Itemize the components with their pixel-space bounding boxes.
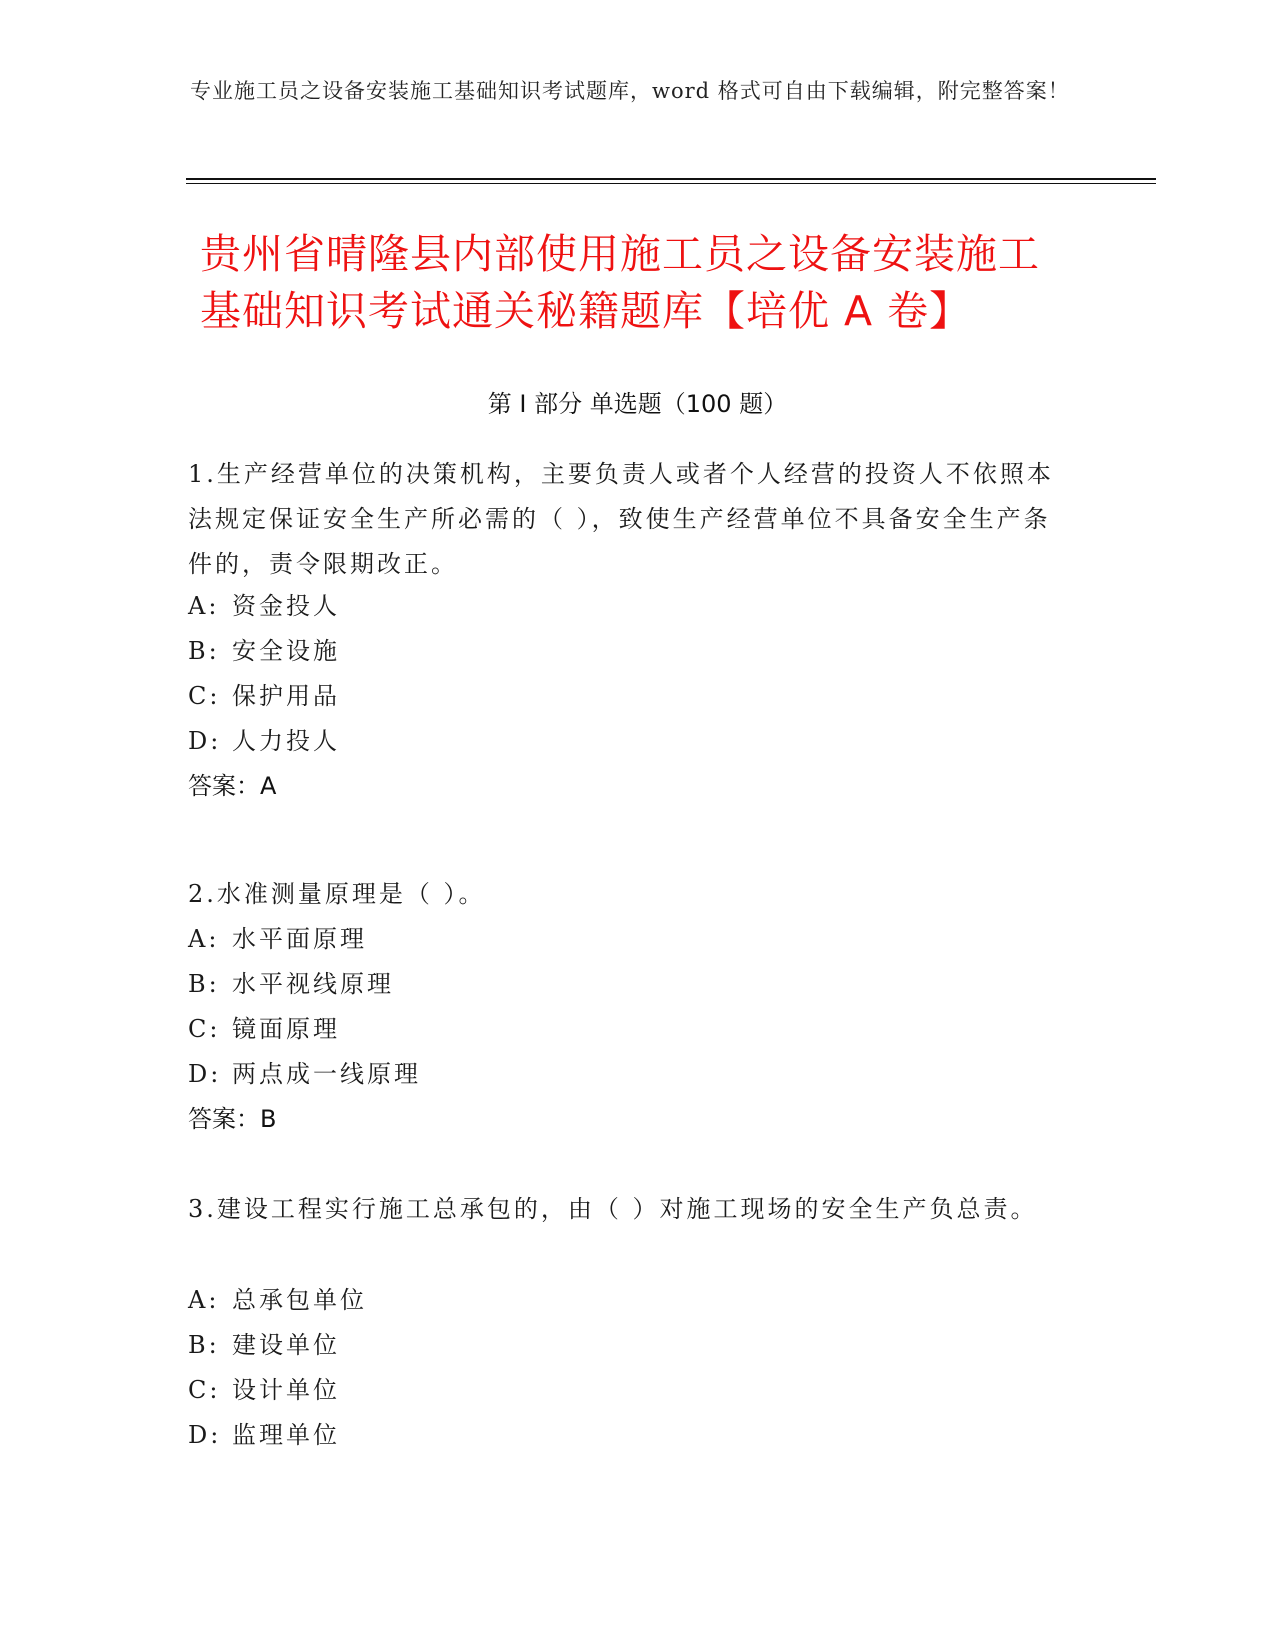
- option-value: 设计单位: [232, 1376, 340, 1404]
- question-3-option-b: [188, 1323, 1068, 1368]
- header-divider-thin: [186, 183, 1156, 184]
- question-2-option-b: [188, 962, 1068, 1007]
- question-2-option-d: [188, 1052, 1068, 1097]
- option-value: 镜面原理: [232, 1015, 340, 1043]
- option-value: 水平视线原理: [232, 970, 394, 998]
- option-key: C:: [188, 682, 221, 710]
- option-value: 保护用品: [232, 682, 340, 710]
- option-value: 总承包单位: [232, 1286, 367, 1314]
- option-key: C:: [188, 1376, 221, 1404]
- header-divider-thick: [186, 178, 1156, 180]
- section-heading: 第 I 部分 单选题（100 题）: [487, 390, 788, 418]
- option-key: D:: [188, 1060, 222, 1088]
- option-key: A:: [188, 925, 220, 953]
- header-note: 专业施工员之设备安装施工基础知识考试题库，word 格式可自由下载编辑，附完整答案！: [190, 79, 1070, 103]
- option-value: 人力投人: [232, 727, 340, 755]
- question-2-option-c: [188, 1007, 1068, 1052]
- option-key: B:: [188, 1331, 220, 1359]
- question-2-option-a: [188, 917, 1068, 962]
- question-3-option-a: [188, 1278, 1068, 1323]
- option-key: B:: [188, 970, 220, 998]
- option-key: A:: [188, 1286, 220, 1314]
- option-key: A:: [188, 592, 220, 620]
- document-title: 贵州省晴隆县内部使用施工员之设备安装施工基础知识考试通关秘籍题库【培优 A 卷】: [200, 230, 1040, 335]
- question-1-text: 1.生产经营单位的决策机构，主要负责人或者个人经营的投资人不依照本法规定保证安全生产所必需的（ ），致使生产经营单位不具备安全生产条件的，责令限期改正。: [188, 460, 1054, 578]
- question-1-option-d: [188, 719, 1068, 764]
- option-value: 安全设施: [232, 637, 340, 665]
- question-3-text: 3.建设工程实行施工总承包的，由（ ）对施工现场的安全生产负总责。: [188, 1195, 1038, 1223]
- option-key: C:: [188, 1015, 221, 1043]
- question-2-answer: 答案：B: [188, 1105, 277, 1133]
- question-1-option-b: [188, 629, 1068, 674]
- question-1-answer: 答案：A: [188, 772, 277, 800]
- question-1-option-a: [188, 584, 1068, 629]
- option-value: 水平面原理: [232, 925, 367, 953]
- question-3-option-d: [188, 1413, 1068, 1458]
- option-key: D:: [188, 1421, 222, 1449]
- question-2-text: 2.水准测量原理是（ ）。: [188, 880, 486, 908]
- option-value: 监理单位: [232, 1421, 340, 1449]
- question-3-option-c: [188, 1368, 1068, 1413]
- option-value: 资金投人: [232, 592, 340, 620]
- option-key: D:: [188, 727, 222, 755]
- option-value: 两点成一线原理: [232, 1060, 421, 1088]
- option-key: B:: [188, 637, 220, 665]
- question-1-option-c: [188, 674, 1068, 719]
- option-value: 建设单位: [232, 1331, 340, 1359]
